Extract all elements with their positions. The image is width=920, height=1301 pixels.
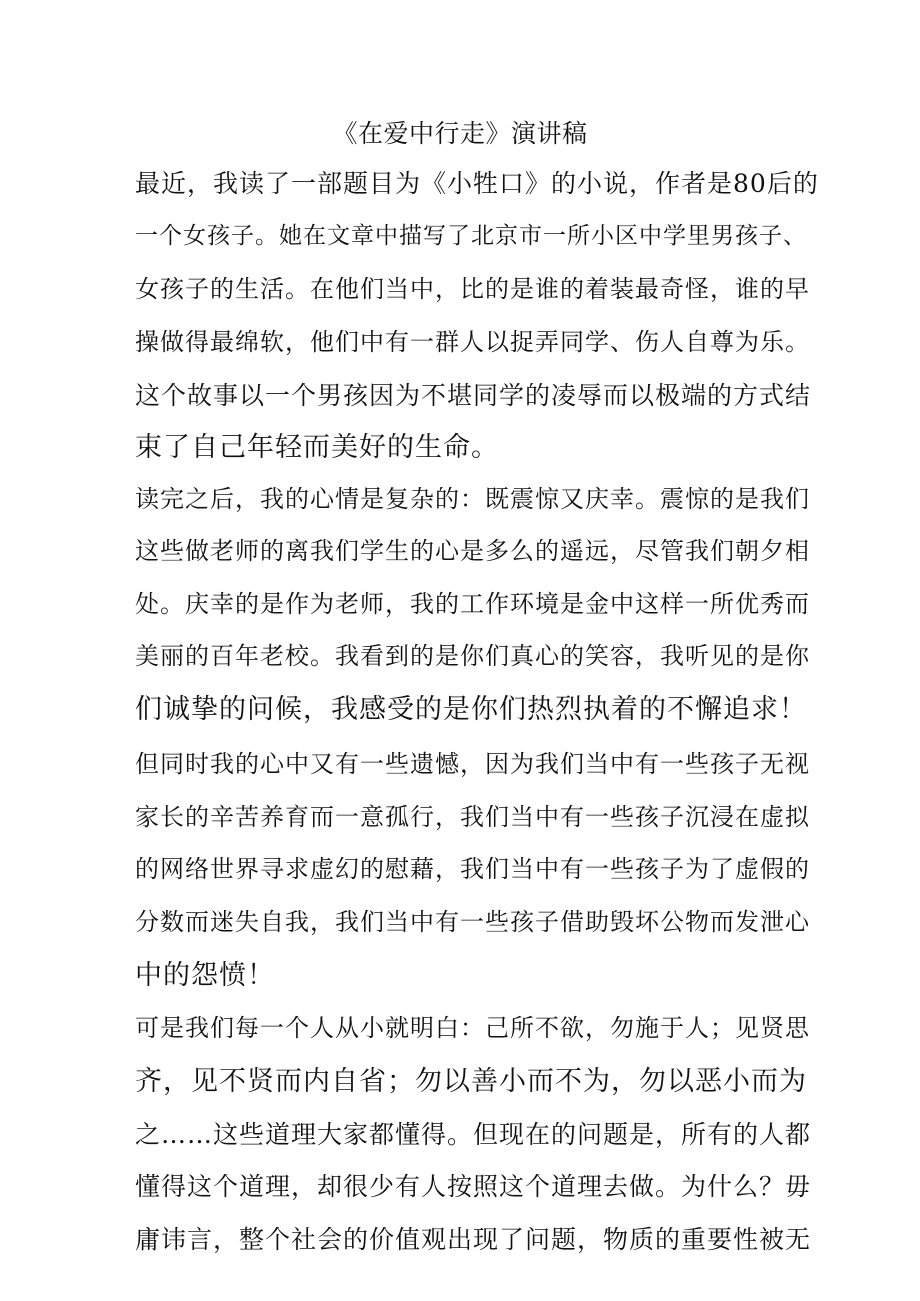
- document-title: 《在爱中行走》演讲稿: [332, 119, 588, 148]
- text-line: 庸讳言，整个社会的价值观出现了问题，物质的重要性被无: [135, 1225, 812, 1254]
- text-line: 们诚挚的问候，我感受的是你们热烈执着的不懈追求！: [135, 694, 807, 725]
- text-line: 懂得这个道理，却很少有人按照这个道理去做。为什么？毋: [135, 1172, 812, 1201]
- text-line: 处。庆幸的是作为老师，我的工作环境是金中这样一所优秀而: [135, 590, 810, 618]
- text-line: 中的怨愤！: [135, 960, 275, 991]
- text-line: 读完之后，我的心情是复杂的：既震惊又庆幸。震惊的是我们: [135, 485, 810, 513]
- text-line: 最近，我读了一部题目为《小牲口》的小说，作者是80后的: [135, 169, 819, 198]
- text-line: 但同时我的心中又有一些遗憾，因为我们当中有一些孩子无视: [135, 750, 810, 778]
- text-line: 束了自己年轻而美好的生命。: [135, 432, 499, 463]
- text-line: 一个女孩子。她在文章中描写了北京市一所小区中学里男孩子、: [135, 223, 807, 249]
- text-line: 可是我们每一个人从小就明白：己所不欲，勿施于人；见贤思: [135, 1014, 810, 1042]
- text-line: 之……这些道理大家都懂得。但现在的问题是，所有的人都: [135, 1120, 812, 1149]
- text-line: 这个故事以一个男孩因为不堪同学的凌辱而以极端的方式结: [135, 381, 812, 410]
- text-line: 美丽的百年老校。我看到的是你们真心的笑容，我听见的是你: [135, 642, 810, 670]
- text-line: 齐，见不贤而内自省；勿以善小而不为，勿以恶小而为: [135, 1066, 807, 1097]
- text-line: 分数而迷失自我，我们当中有一些孩子借助毁坏公物而发泄心: [135, 908, 810, 936]
- text-line: 家长的辛苦养育而一意孤行，我们当中有一些孩子沉浸在虚拟: [135, 803, 810, 831]
- text-line: 这些做老师的离我们学生的心是多么的遥远，尽管我们朝夕相: [135, 537, 810, 565]
- text-line: 的网络世界寻求虚幻的慰藉，我们当中有一些孩子为了虚假的: [135, 855, 810, 883]
- text-line: 女孩子的生活。在他们当中，比的是谁的着装最奇怪，谁的早: [135, 275, 810, 303]
- text-line: 操做得最绵软，他们中有一群人以捉弄同学、伤人自尊为乐。: [135, 328, 810, 356]
